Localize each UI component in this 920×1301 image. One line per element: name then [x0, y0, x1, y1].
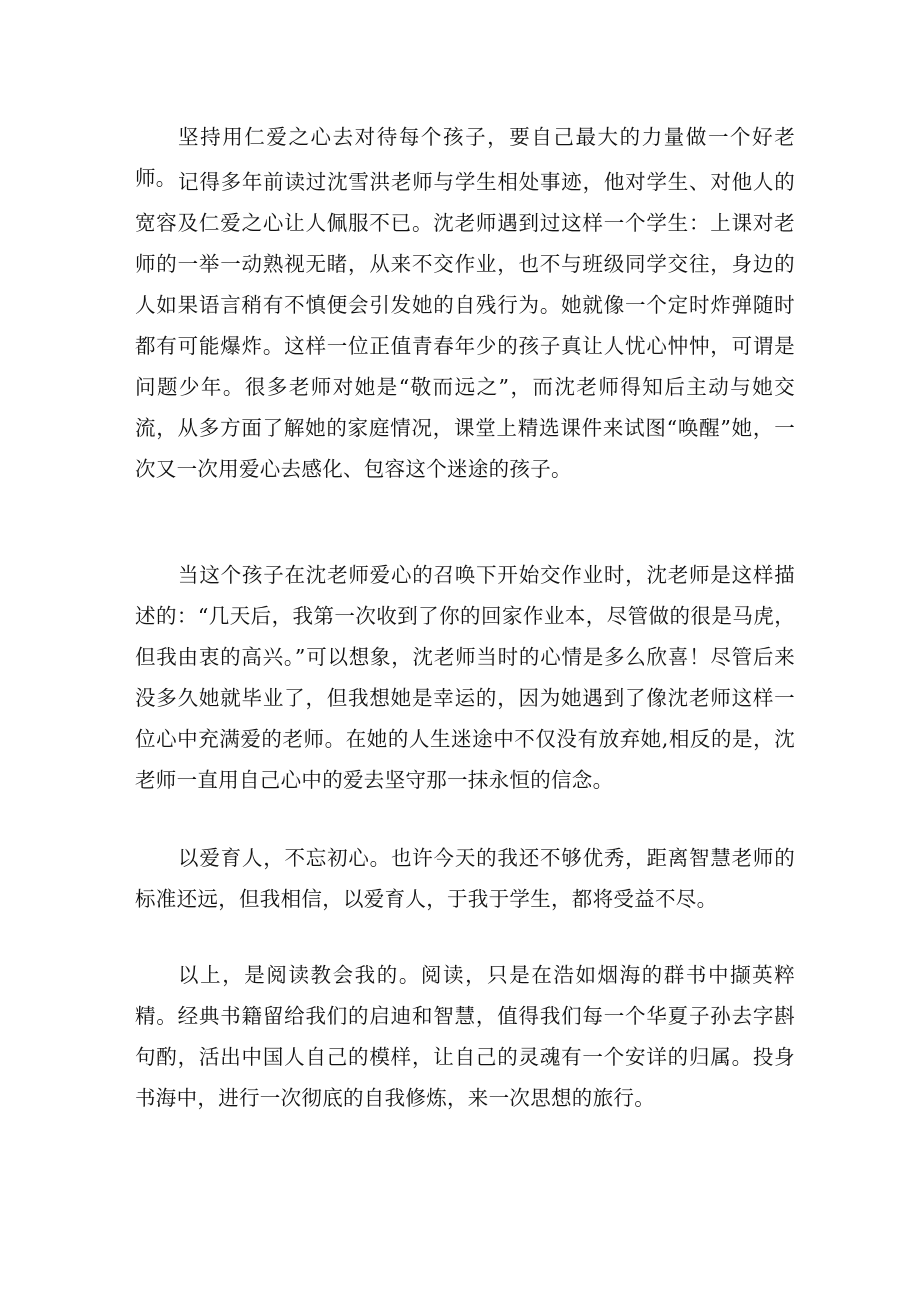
paragraph-5: 以上，是阅读教会我的。阅读，只是在浩如烟海的群书中撷英粹精。经典书籍留给我们的启迪和智慧，值得我们每一个华夏子孙去字斟句酌，活出中国人自己的模样，让自己的灵魂有一个安详的归属。投身书海中，进行一次彻底的自我修炼，来一次思想的旅行。: [135, 963, 795, 1110]
paragraph-3: 当这个孩子在沈老师爱心的召唤下开始交作业时，沈老师是这样描述的：“几天后，我第一次收到了你的回家作业本，尽管做的很是马虎，但我由衷的高兴。”可以想象，沈老师当时的心情是多么欣喜！尽管后来没多久她就毕业了，但我想她是幸运的，因为她遇到了像沈老师这样一位心中充满爱的老师。在她的人生迷途中不仅没有放弃她,相反的是，沈老师一直用自己心中的爱去坚守那一抹永恒的信念。: [135, 563, 795, 792]
paragraph-2: 记得多年前读过沈雪洪老师与学生相处事迹，他对学生、对他人的宽容及仁爱之心让人佩服不已。沈老师遇到过这样一个学生：上课对老师的一举一动熟视无睹，从来不交作业，也不与班级同学交往，身边的人如果语言稍有不慎便会引发她的自残行为。她就像一个定时炸弹随时都有可能爆炸。这样一位正值青春年少的孩子真让人忧心忡忡，可谓是问题少年。很多老师对她是“敬而远之”，而沈老师得知后主动与她交流，从多方面了解她的家庭情况，课堂上精选课件来试图“唤醒”她，一次又一次用爱心去感化、包容这个迷途的孩子。: [135, 170, 795, 481]
paragraph-1: 坚持用仁爱之心去对待每个孩子，要自己最大的力量做一个好老师。: [135, 125, 795, 190]
paragraph-4: 以爱育人，不忘初心。也许今天的我还不够优秀，距离智慧老师的标准还远，但我相信，以爱育人，于我于学生，都将受益不尽。: [135, 846, 795, 911]
